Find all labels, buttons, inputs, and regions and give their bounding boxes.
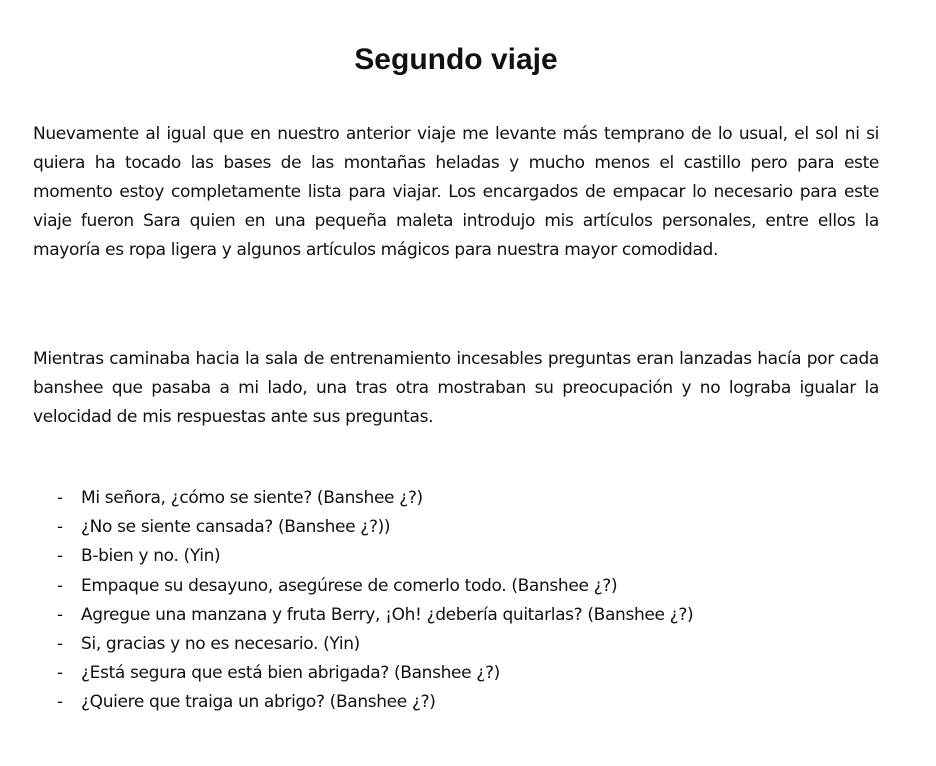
dialogue-text: Si, gracias y no es necesario. (Yin) [81,633,360,654]
dialogue-line [0,572,936,601]
dialogue-dash: - [57,604,63,625]
dialogue-dash: - [57,633,63,654]
dialogue-line [0,513,936,542]
paragraph-intro: Nuevamente al igual que en nuestro anterior viaje me levante más temprano de lo usual, el sol ni si quiera ha tocado las bases de las montañas heladas y mucho menos el castillo pero para este momento estoy completamente lista para viajar. Los encargados de empacar lo necesario para este viaje fueron Sara quien en una pequeña maleta introdujo mis artículos personales, entre ellos la mayoría es ropa ligera y algunos artículos mágicos para nuestra mayor comodidad. [33,124,879,260]
dialogue-dash: - [57,546,63,567]
dialogue-line [0,630,936,659]
paragraph-hallway: Mientras caminaba hacia la sala de entrenamiento incesables preguntas eran lanzadas hacía por cada banshee que pasaba a mi lado, una tras otra mostraban su preocupación y no lograba igualar la velocidad de mis respuestas ante sus preguntas. [33,349,879,427]
dialogue-text: Agregue una manzana y fruta Berry, ¡Oh! ¿debería quitarlas? (Banshee ¿?) [81,604,694,625]
dialogue-text: Empaque su desayuno, asegúrese de comerlo todo. (Banshee ¿?) [81,575,618,596]
dialogue-line [0,688,936,717]
dialogue-line [0,601,936,630]
document-title: Segundo viaje [354,43,558,76]
dialogue-dash: - [57,575,63,596]
dialogue-text: B-bien y no. (Yin) [81,546,221,567]
dialogue-line [0,542,936,571]
dialogue-line [0,659,936,688]
dialogue-dash: - [57,517,63,538]
dialogue-dash: - [57,488,63,508]
dialogue-text: ¿Está segura que está bien abrigada? (Banshee ¿?) [81,663,500,684]
dialogue-list [0,484,936,718]
dialogue-text: ¿Quiere que traiga un abrigo? (Banshee ¿?) [81,692,436,713]
dialogue-text: Mi señora, ¿cómo se siente? (Banshee ¿?) [81,488,423,508]
dialogue-line [0,484,936,513]
dialogue-text: ¿No se siente cansada? (Banshee ¿?)) [81,517,391,538]
dialogue-dash: - [57,663,63,684]
dialogue-dash: - [57,692,63,713]
